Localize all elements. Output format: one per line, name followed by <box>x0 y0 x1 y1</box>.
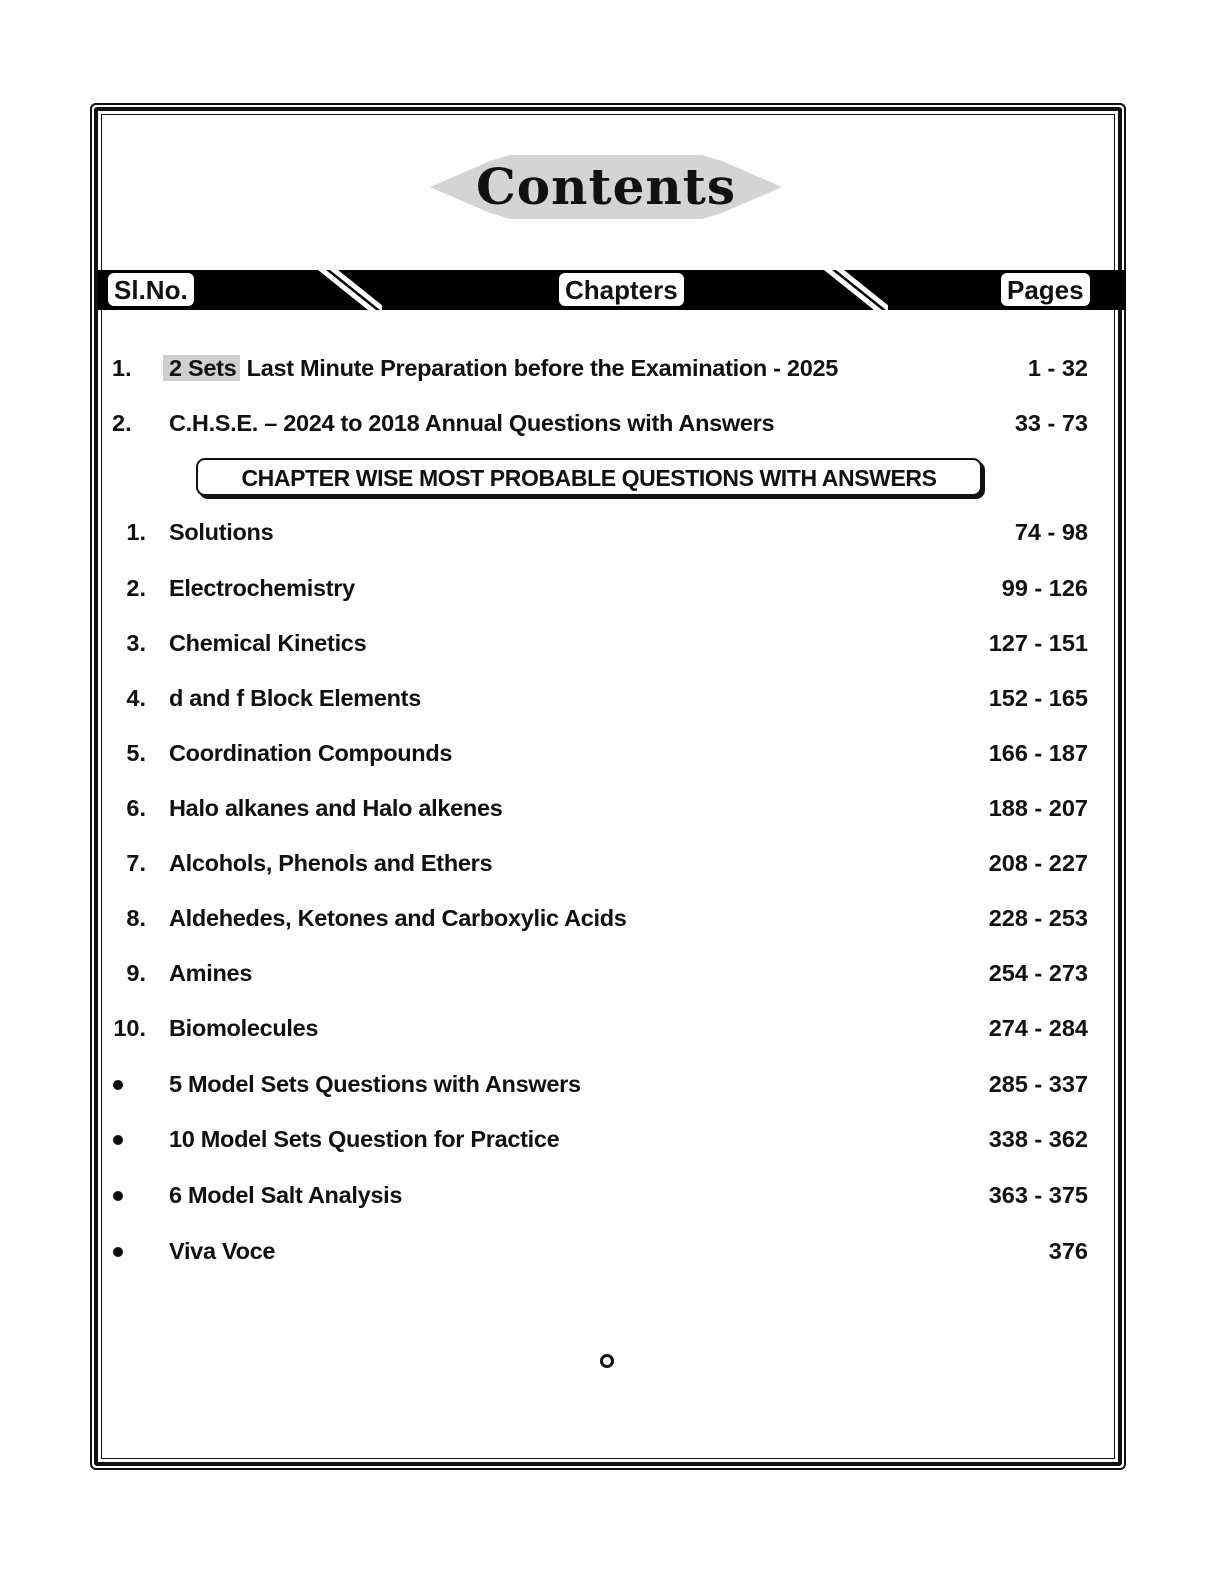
end-circle-icon <box>600 1354 614 1368</box>
chapter-pages: 228 - 253 <box>988 905 1088 931</box>
header-stripes-right <box>822 270 888 310</box>
extra-pages: 376 <box>1048 1238 1088 1264</box>
header-sl-no: Sl.No. <box>107 272 195 307</box>
chapter-title: Amines <box>169 960 253 986</box>
chapter-row <box>0 788 1224 828</box>
chapter-row <box>0 1008 1224 1048</box>
chapter-row <box>0 678 1224 718</box>
chapter-title: Electrochemistry <box>169 575 355 601</box>
section-heading-box <box>196 458 982 496</box>
chapter-row <box>0 953 1224 993</box>
chapter-row <box>0 568 1224 608</box>
chapter-pages: 166 - 187 <box>988 740 1088 766</box>
chapter-row <box>0 733 1224 773</box>
chapter-number: 6. <box>126 795 146 821</box>
chapter-number: 8. <box>126 905 146 931</box>
chapter-number: 9. <box>126 960 146 986</box>
chapter-title: Halo alkanes and Halo alkenes <box>169 795 503 821</box>
chapter-pages: 188 - 207 <box>988 795 1088 821</box>
chapter-pages: 152 - 165 <box>988 685 1088 711</box>
entry-number: 2. <box>112 410 132 436</box>
chapter-title: Coordination Compounds <box>169 740 453 766</box>
chapter-pages: 127 - 151 <box>988 630 1088 656</box>
header-chapters: Chapters <box>558 272 685 307</box>
chapter-pages: 274 - 284 <box>988 1015 1088 1041</box>
extra-title: 5 Model Sets Questions with Answers <box>169 1071 581 1097</box>
entry-title-rest: Last Minute Preparation before the Examination - 2025 <box>240 355 839 381</box>
toc-entry <box>0 348 1224 388</box>
chapter-title: Chemical Kinetics <box>169 630 367 656</box>
entry-number: 1. <box>112 355 132 381</box>
chapter-pages: 254 - 273 <box>988 960 1088 986</box>
chapter-number: 5. <box>126 740 146 766</box>
section-heading: CHAPTER WISE MOST PROBABLE QUESTIONS WITH ANSWERS <box>241 465 937 491</box>
chapter-number: 3. <box>126 630 146 656</box>
extra-row <box>0 1175 1224 1215</box>
chapter-number: 2. <box>126 575 146 601</box>
header-stripes-left <box>316 270 382 310</box>
chapter-row <box>0 512 1224 552</box>
toc-entry <box>0 403 1224 443</box>
chapter-pages: 208 - 227 <box>988 850 1088 876</box>
title-banner <box>430 155 782 219</box>
bullet-icon <box>113 1135 123 1145</box>
extra-pages: 338 - 362 <box>988 1126 1088 1152</box>
chapter-title: d and f Block Elements <box>169 685 421 711</box>
extra-row <box>0 1119 1224 1159</box>
extra-title: 6 Model Salt Analysis <box>169 1182 403 1208</box>
entry-pages: 33 - 73 <box>1014 410 1088 436</box>
page-title: Contents <box>475 157 736 216</box>
extra-row <box>0 1231 1224 1271</box>
chapter-title: Biomolecules <box>169 1015 319 1041</box>
bullet-icon <box>113 1080 123 1090</box>
chapter-title: Aldehedes, Ketones and Carboxylic Acids <box>169 905 627 931</box>
chapter-number: 1. <box>126 519 146 545</box>
chapter-number: 10. <box>113 1015 146 1041</box>
entry-title: C.H.S.E. – 2024 to 2018 Annual Questions with Answers <box>169 410 775 436</box>
chapter-title: Solutions <box>169 519 274 545</box>
header-pages: Pages <box>1000 272 1091 307</box>
bullet-icon <box>113 1247 123 1257</box>
chapter-pages: 99 - 126 <box>1001 575 1088 601</box>
extra-title: Viva Voce <box>169 1238 276 1264</box>
chapter-number: 4. <box>126 685 146 711</box>
chapter-number: 7. <box>126 850 146 876</box>
extra-pages: 285 - 337 <box>988 1071 1088 1097</box>
extra-pages: 363 - 375 <box>988 1182 1088 1208</box>
entry-title <box>169 348 838 388</box>
chapter-pages: 74 - 98 <box>1014 519 1088 545</box>
chapter-row <box>0 623 1224 663</box>
chapter-row <box>0 843 1224 883</box>
chapter-row <box>0 898 1224 938</box>
bullet-icon <box>113 1191 123 1201</box>
chapter-title: Alcohols, Phenols and Ethers <box>169 850 493 876</box>
entry-title-highlight: 2 Sets <box>163 355 240 381</box>
extra-row <box>0 1064 1224 1104</box>
entry-pages: 1 - 32 <box>1027 355 1088 381</box>
extra-title: 10 Model Sets Question for Practice <box>169 1126 560 1152</box>
